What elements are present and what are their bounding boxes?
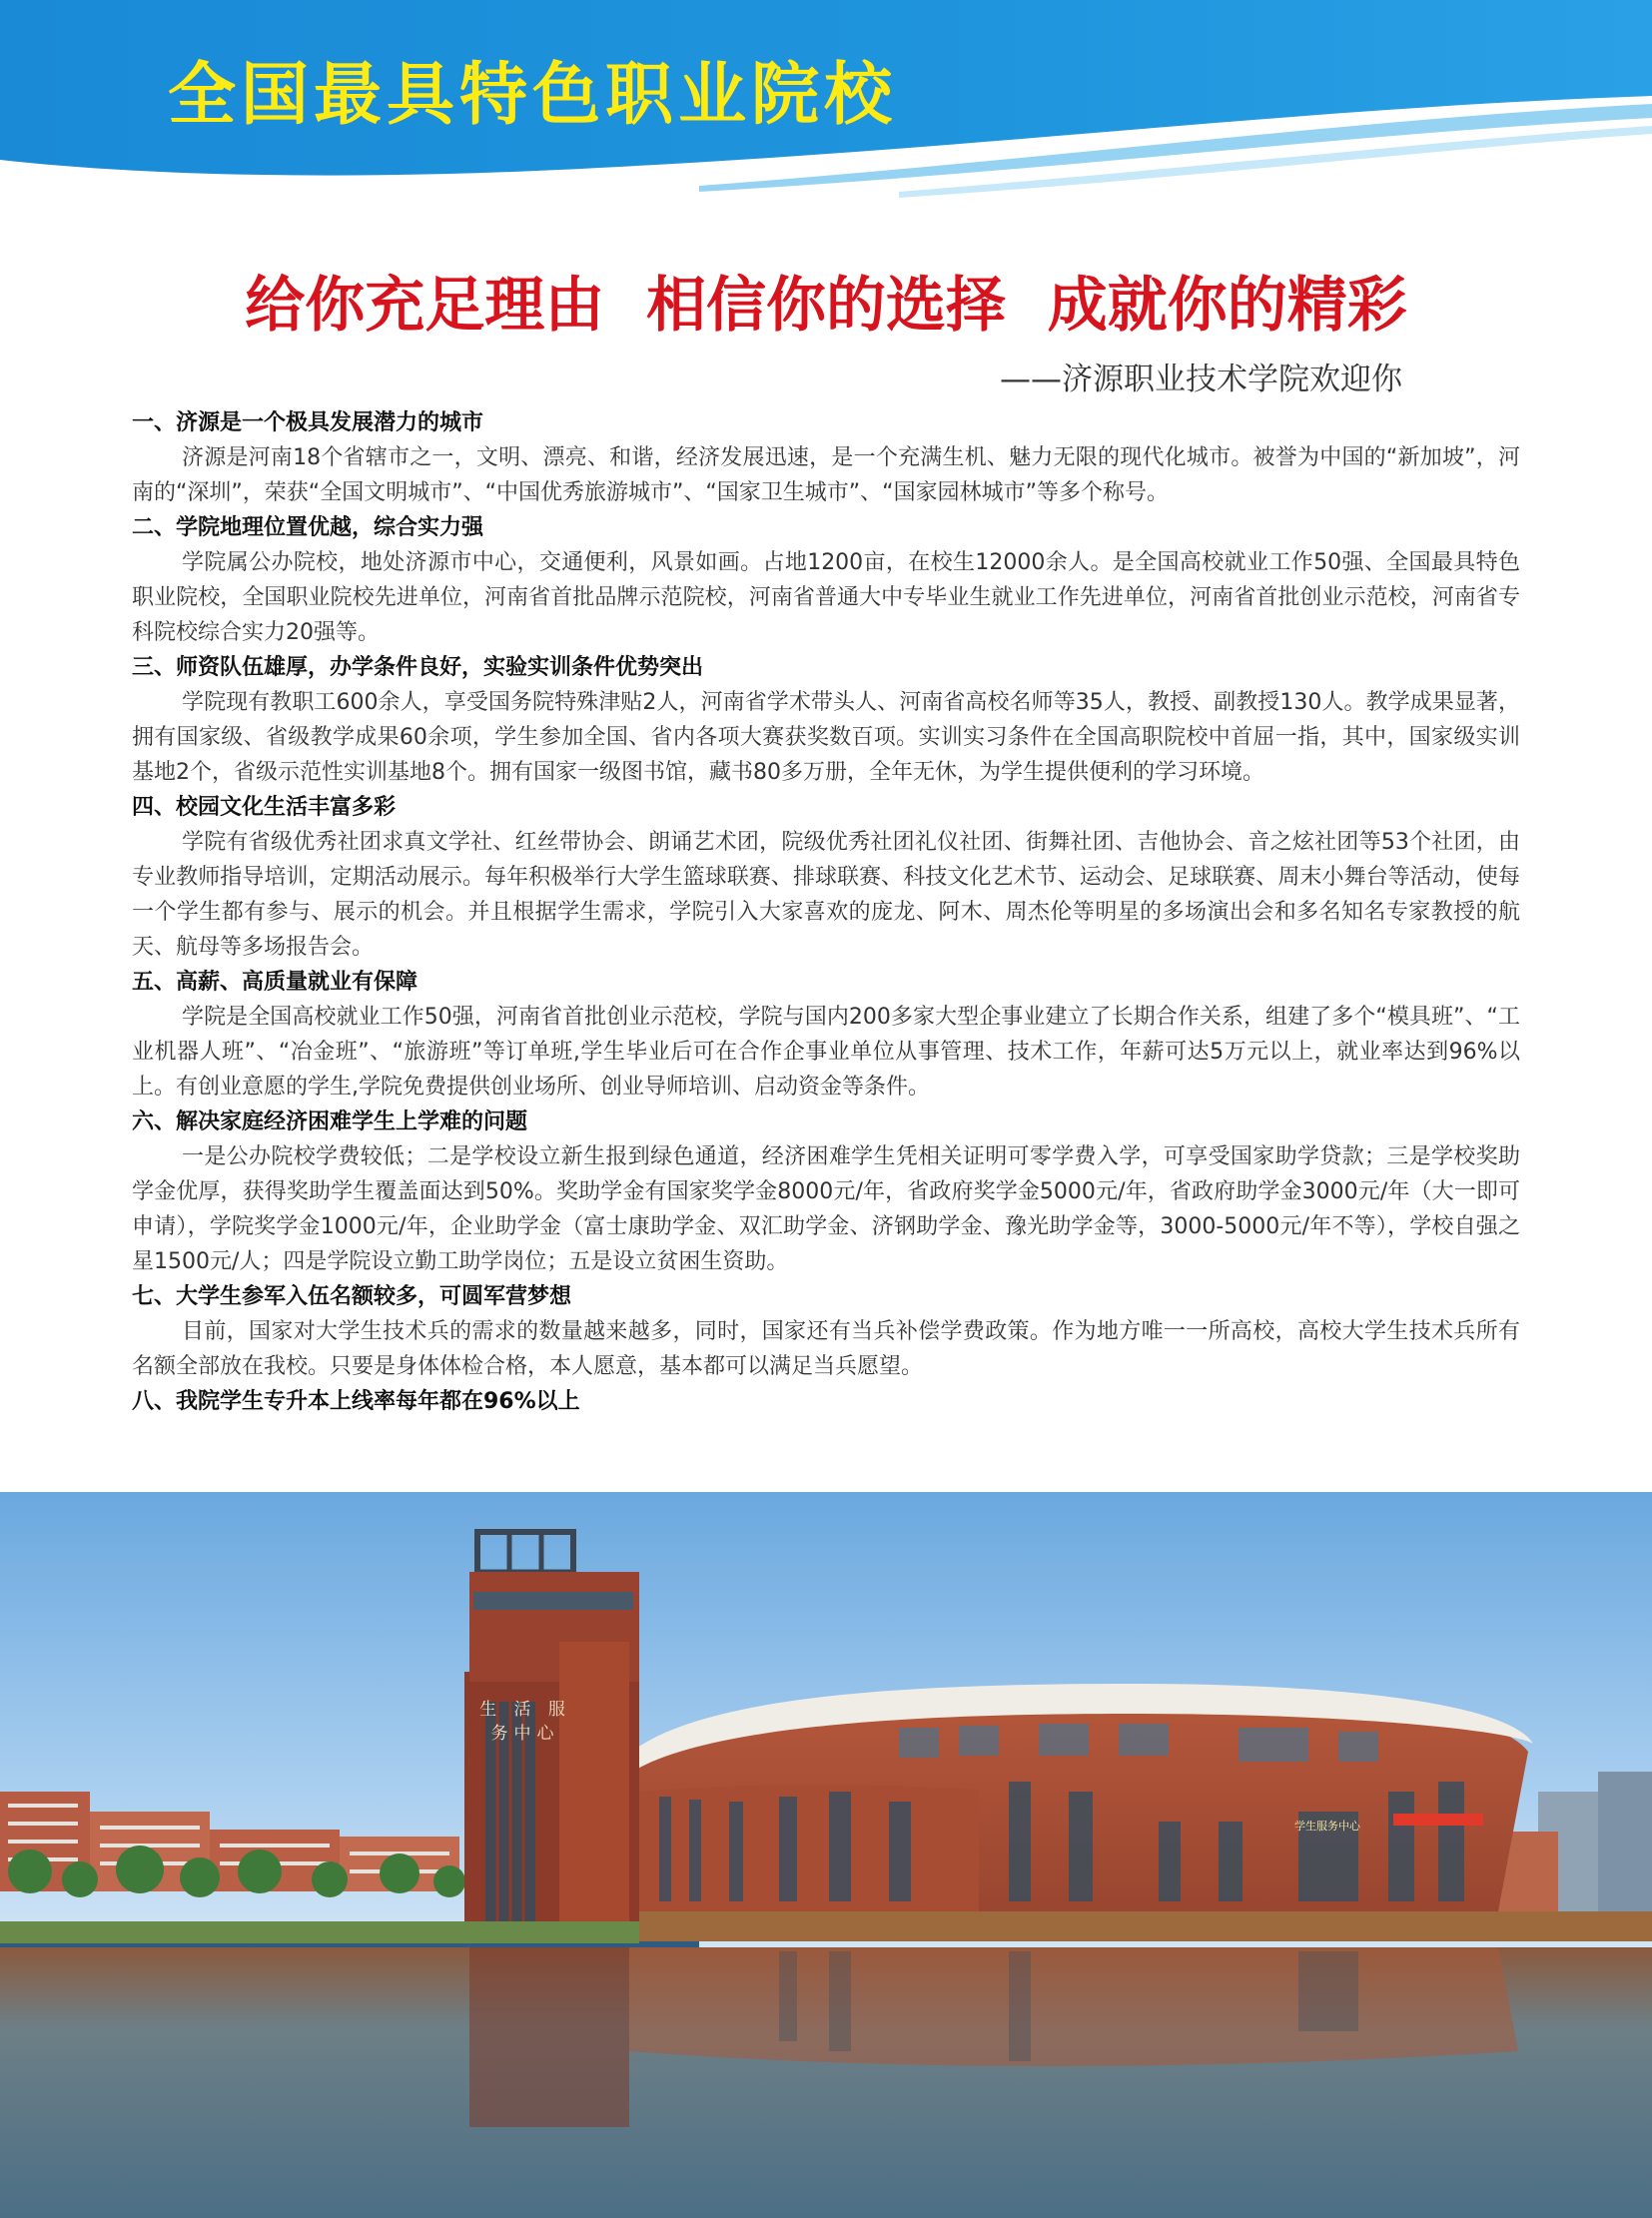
- section-title: 四、校园文化生活丰富多彩: [132, 795, 397, 820]
- section-body: 一是公办院校学费较低；二是学校设立新生报到绿色通道，经济困难学生凭相关证明可零学费入学，可享受国家助学贷款；三是学校奖助学金优厚，获得奖助学生覆盖面达到50%。奖助学金有国家奖学金8000元/年，省政府奖学金5000元/年，省政府助学金3000元/年（大一即可申请），学院奖学金1000元/年，企业助学金（富士康助学金、双汇助学金、济钢助学金、豫光助学金等，3000-5000元/年不等），学校自强之星1500元/人；四是学院设立勤工助学岗位；五是设立贫困生资助。: [132, 1144, 1520, 1274]
- section-title: 六、解决家庭经济困难学生上学难的问题: [132, 1109, 528, 1134]
- section: [132, 1384, 1520, 1419]
- section: [132, 510, 1520, 650]
- section-body: 学院属公办院校，地处济源市中心，交通便利，风景如画。占地1200亩，在校生12000余人。是全国高校就业工作50强、全国最具特色职业院校，全国职业院校先进单位，河南省首批品牌示范院校，河南省普通大中专毕业生就业工作先进单位，河南省首批创业示范校，河南省专科院校综合实力20强等。: [132, 550, 1520, 645]
- section-body: 学院是全国高校就业工作50强，河南省首批创业示范校，学院与国内200多家大型企事业建立了长期合作关系，组建了多个“模具班”、“工业机器人班”、“冶金班”、“旅游班”等订单班,学生毕业后可在合作企事业单位从事管理、技术工作，年薪可达5万元以上，就业率达到96%以上。有创业意愿的学生,学院免费提供创业场所、创业导师培训、启动资金等条件。: [132, 1005, 1520, 1100]
- section-body: 学院现有教职工600余人，享受国务院特殊津贴2人，河南省学术带头人、河南省高校名师等35人，教授、副教授130人。教学成果显著，拥有国家级、省级教学成果60余项，学生参加全国、省内各项大赛获奖数百项。实训实习条件在全国高职院校中首屈一指，其中，国家级实训基地2个，省级示范性实训基地8个。拥有国家一级图书馆，藏书80多万册，全年无休，为学生提供便利的学习环境。: [132, 690, 1520, 785]
- section-title: 三、师资队伍雄厚，办学条件良好，实验实训条件优势突出: [132, 655, 704, 680]
- section-body: 济源是河南18个省辖市之一，文明、漂亮、和谐，经济发展迅速，是一个充满生机、魅力无限的现代化城市。被誉为中国的“新加坡”，河南的“深圳”，荣获“全国文明城市”、“中国优秀旅游城市”、“国家卫生城市”、“国家园林城市”等多个称号。: [132, 445, 1520, 505]
- campus-photo: [0, 1492, 1652, 2218]
- section-title: 七、大学生参军入伍名额较多，可圆军营梦想: [132, 1284, 572, 1309]
- section: [132, 790, 1520, 965]
- section: [132, 1105, 1520, 1279]
- building-sign: 学生服务中心: [1294, 1820, 1360, 1833]
- header-banner: [0, 0, 1652, 210]
- section: [132, 650, 1520, 790]
- section-body: 目前，国家对大学生技术兵的需求的数量越来越多，同时，国家还有当兵补偿学费政策。作为地方唯一一所高校，高校大学生技术兵所有名额全部放在我校。只要是身体体检合格，本人愿意，基本都可以满足当兵愿望。: [132, 1319, 1520, 1379]
- section-title: 二、学院地理位置优越，综合实力强: [132, 515, 484, 540]
- section-title: 一、济源是一个极具发展潜力的城市: [132, 410, 484, 435]
- section-title: 五、高薪、高质量就业有保障: [132, 970, 418, 995]
- section-body: 学院有省级优秀社团求真文学社、红丝带协会、朗诵艺术团，院级优秀社团礼仪社团、街舞社团、吉他协会、音之炫社团等53个社团，由专业教师指导培训，定期活动展示。每年积极举行大学生篮球联赛、排球联赛、科技文化艺术节、运动会、足球联赛、周末小舞台等活动，使每一个学生都有参与、展示的机会。并且根据学生需求，学院引入大家喜欢的庞龙、阿木、周杰伦等明星的多场演出会和多名知名专家教授的航天、航母等多场报告会。: [132, 830, 1520, 960]
- slogan: 给你充足理由 相信你的选择 成就你的精彩: [245, 271, 1407, 341]
- campus-illustration: [0, 1492, 1652, 2218]
- banner-title: 全国最具特色职业院校: [168, 56, 898, 135]
- section: [132, 1279, 1520, 1384]
- section-title: 八、我院学生专升本上线率每年都在96%以上: [132, 1389, 580, 1414]
- section: [132, 965, 1520, 1105]
- content: [132, 405, 1520, 1419]
- welcome-line: ——济源职业技术学院欢迎你: [1000, 362, 1402, 397]
- tower-sign: 生 活 服务中心: [479, 1700, 571, 1744]
- section: [132, 405, 1520, 510]
